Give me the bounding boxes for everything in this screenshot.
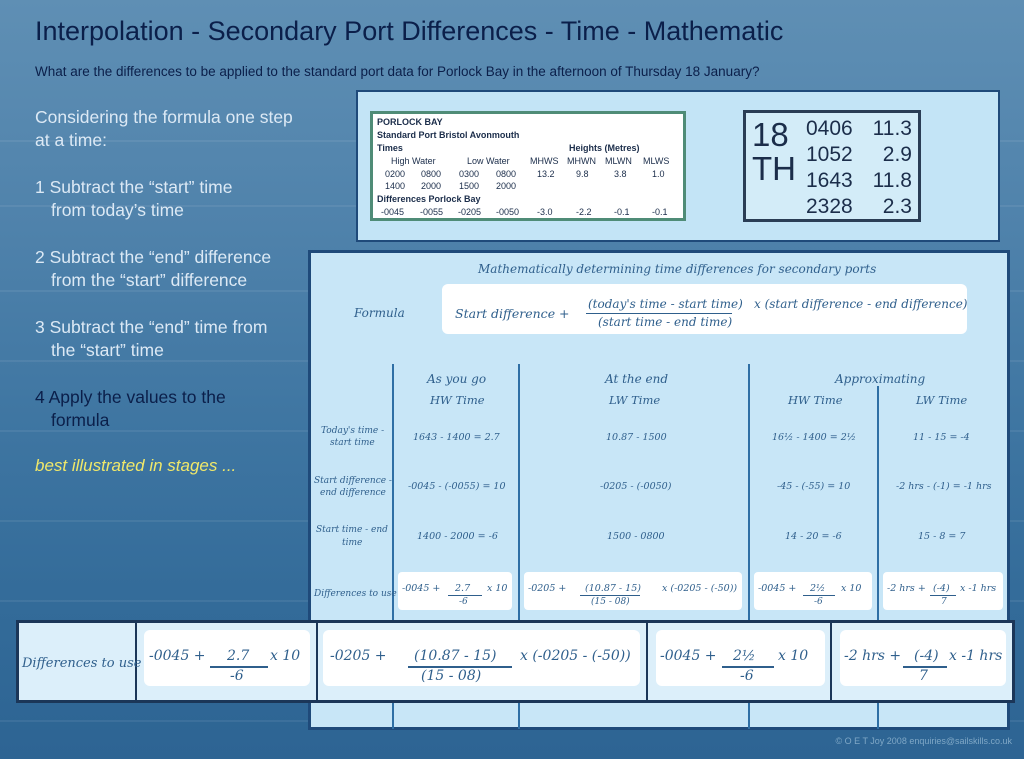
calc-time: 1500 - 0800 bbox=[607, 531, 665, 542]
calc-today: 1643 - 1400 = 2.7 bbox=[413, 432, 500, 443]
cell: 0300 bbox=[459, 169, 480, 179]
step-1 bbox=[35, 176, 232, 222]
cell: -0.1 bbox=[614, 207, 630, 217]
cell: -2.2 bbox=[576, 207, 592, 217]
cell: -0050 bbox=[496, 207, 520, 217]
intro-text bbox=[35, 106, 293, 152]
lw-label: Low Water bbox=[467, 156, 510, 166]
formula-label: Formula bbox=[354, 306, 405, 320]
diff-den: (15 - 08) bbox=[591, 597, 630, 607]
tide-times-card bbox=[743, 110, 921, 222]
diff-num: 2.7 bbox=[455, 583, 471, 594]
row-label: end difference bbox=[320, 488, 386, 498]
cell: 0800 bbox=[421, 169, 442, 179]
diff-label: Differences Porlock Bay bbox=[377, 194, 481, 204]
cell: 1.0 bbox=[652, 169, 665, 179]
day-suffix: TH bbox=[752, 150, 796, 187]
step-2-line-2: from the “start” difference bbox=[51, 270, 248, 290]
cell: 13.2 bbox=[537, 169, 555, 179]
step-4 bbox=[35, 386, 226, 432]
band-divider bbox=[830, 623, 832, 700]
band-den: 7 bbox=[919, 668, 928, 684]
col-sub: HW Time bbox=[788, 393, 843, 407]
standard-port: Standard Port Bristol Avonmouth bbox=[377, 130, 520, 140]
band-pre: -0045 + bbox=[660, 648, 717, 664]
diff-den: -6 bbox=[814, 597, 823, 607]
illustrated-note: best illustrated in stages ... bbox=[35, 456, 237, 475]
col-mlwn: MLWN bbox=[605, 156, 632, 166]
diff-post: x -1 hrs bbox=[960, 583, 997, 594]
step-2-line-1: 2 Subtract the “end” difference bbox=[35, 247, 272, 267]
cell: 0200 bbox=[385, 169, 406, 179]
cell: -0045 bbox=[381, 207, 405, 217]
band-den: (15 - 08) bbox=[421, 668, 482, 684]
tide-height: 11.8 bbox=[872, 169, 912, 192]
cell: -0055 bbox=[420, 207, 444, 217]
calc-time: 14 - 20 = -6 bbox=[785, 531, 842, 542]
calc-diff: -0205 - (-0050) bbox=[600, 481, 672, 492]
calc-diff: -2 hrs - (-1) = -1 hrs bbox=[896, 481, 992, 492]
diff-post: x (-0205 - (-50)) bbox=[662, 583, 738, 594]
diff-bar bbox=[448, 595, 482, 596]
question-text: What are the differences to be applied to the standard port data for Porlock Bay in the afternoon of Thursday 18 January? bbox=[35, 64, 760, 79]
col-mlws: MLWS bbox=[643, 156, 670, 166]
band-post: x (-0205 - (-50)) bbox=[520, 648, 631, 664]
band-divider bbox=[316, 623, 318, 700]
band-label: Differences to use bbox=[22, 656, 142, 671]
diff-post: x 10 bbox=[841, 583, 862, 594]
cell: 2000 bbox=[496, 181, 517, 191]
band-num: 2½ bbox=[733, 648, 756, 664]
band-post: x 10 bbox=[778, 648, 809, 664]
band-divider bbox=[646, 623, 648, 700]
step-3 bbox=[35, 316, 267, 362]
row-label: Today's time - bbox=[321, 426, 385, 436]
tide-time: 1052 bbox=[806, 143, 853, 166]
worksheet-heading: Mathematically determining time differences for secondary ports bbox=[478, 262, 877, 276]
step-4-line-1: 4 Apply the values to the bbox=[35, 387, 226, 407]
diff-num: (10.87 - 15) bbox=[585, 583, 641, 594]
tide-height: 11.3 bbox=[872, 117, 912, 140]
cell: -0.1 bbox=[652, 207, 668, 217]
col-mhws: MHWS bbox=[530, 156, 559, 166]
hw-label: High Water bbox=[391, 156, 436, 166]
cell: 9.8 bbox=[576, 169, 589, 179]
heights-label: Heights (Metres) bbox=[569, 143, 640, 153]
cell: 0800 bbox=[496, 169, 517, 179]
tide-table bbox=[370, 111, 686, 221]
col-sub: LW Time bbox=[609, 393, 661, 407]
tide-time: 1643 bbox=[806, 169, 853, 192]
calc-time: 15 - 8 = 7 bbox=[918, 531, 966, 542]
cell: 1500 bbox=[459, 181, 480, 191]
step-3-line-1: 3 Subtract the “end” time from bbox=[35, 317, 268, 337]
calc-today: 11 - 15 = -4 bbox=[913, 432, 970, 443]
row-label: Start time - end bbox=[316, 525, 388, 535]
page-title: Interpolation - Secondary Port Differences - Time - Mathematic bbox=[35, 16, 784, 46]
band-num: (10.87 - 15) bbox=[414, 648, 497, 664]
formula-numerator: (today's time - start time) bbox=[588, 297, 743, 311]
cell: -3.0 bbox=[537, 207, 553, 217]
calc-diff: -45 - (-55) = 10 bbox=[777, 481, 851, 492]
port-name: PORLOCK BAY bbox=[377, 117, 443, 127]
diff-bar bbox=[803, 595, 835, 596]
band-pre: -0045 + bbox=[149, 648, 206, 664]
row-label: Start difference - bbox=[314, 476, 392, 486]
band-num: (-4) bbox=[914, 648, 939, 664]
calc-diff: -0045 - (-0055) = 10 bbox=[408, 481, 506, 492]
cell: 1400 bbox=[385, 181, 406, 191]
day-number: 18 bbox=[752, 116, 789, 153]
row-label: time bbox=[342, 538, 363, 548]
col-sub: LW Time bbox=[916, 393, 968, 407]
col-sub: HW Time bbox=[430, 393, 485, 407]
calc-today: 10.87 - 1500 bbox=[606, 432, 667, 443]
step-3-line-2: the “start” time bbox=[51, 340, 164, 360]
band-pre: -0205 + bbox=[330, 648, 387, 664]
tide-height: 2.9 bbox=[882, 143, 912, 166]
intro-line-2: at a time: bbox=[35, 130, 107, 150]
diff-bar bbox=[930, 595, 956, 596]
step-2 bbox=[35, 246, 271, 292]
formula-multiplier: x (start difference - end difference) bbox=[754, 297, 968, 311]
diff-num: 2½ bbox=[810, 583, 826, 594]
cell: 2000 bbox=[421, 181, 442, 191]
diff-den: -6 bbox=[459, 597, 468, 607]
cell: -0205 bbox=[458, 207, 482, 217]
tide-time: 0406 bbox=[806, 117, 853, 140]
col-group-approximating: Approximating bbox=[835, 372, 926, 386]
tide-time: 2328 bbox=[806, 195, 853, 218]
formula-denominator: (start time - end time) bbox=[598, 315, 733, 329]
diff-pre: -0205 + bbox=[528, 583, 567, 594]
calc-time: 1400 - 2000 = -6 bbox=[417, 531, 498, 542]
step-4-line-2: formula bbox=[51, 410, 110, 430]
diff-pre: -0045 + bbox=[402, 583, 441, 594]
diff-bar bbox=[580, 595, 640, 596]
col-mhwn: MHWN bbox=[567, 156, 596, 166]
intro-line-1: Considering the formula one step bbox=[35, 107, 293, 127]
diff-num: (-4) bbox=[933, 583, 950, 594]
cell: 3.8 bbox=[614, 169, 627, 179]
calc-today: 16½ - 1400 = 2½ bbox=[772, 432, 856, 443]
diff-post: x 10 bbox=[487, 583, 508, 594]
tide-height: 2.3 bbox=[882, 195, 912, 218]
band-den: -6 bbox=[740, 668, 754, 684]
step-1-line-2: from today’s time bbox=[51, 200, 184, 220]
formula-start: Start difference + bbox=[455, 306, 570, 321]
diff-pre: -0045 + bbox=[758, 583, 797, 594]
col-group-as-you-go: As you go bbox=[427, 372, 487, 386]
formula-fraction-bar bbox=[586, 313, 732, 314]
band-pre: -2 hrs + bbox=[844, 648, 902, 664]
band-den: -6 bbox=[230, 668, 244, 684]
diff-den: 7 bbox=[941, 597, 947, 607]
col-group-at-the-end: At the end bbox=[605, 372, 669, 386]
times-label: Times bbox=[377, 143, 403, 153]
row-label: start time bbox=[330, 438, 375, 448]
band-num: 2.7 bbox=[227, 648, 250, 664]
step-1-line-1: 1 Subtract the “start” time bbox=[35, 177, 233, 197]
diff-pre: -2 hrs + bbox=[887, 583, 926, 594]
row-label: Differences to use bbox=[314, 589, 397, 599]
band-post: x -1 hrs bbox=[949, 648, 1003, 664]
band-post: x 10 bbox=[270, 648, 301, 664]
copyright: © O E T Joy 2008 enquiries@sailskills.co.uk bbox=[835, 736, 1012, 746]
